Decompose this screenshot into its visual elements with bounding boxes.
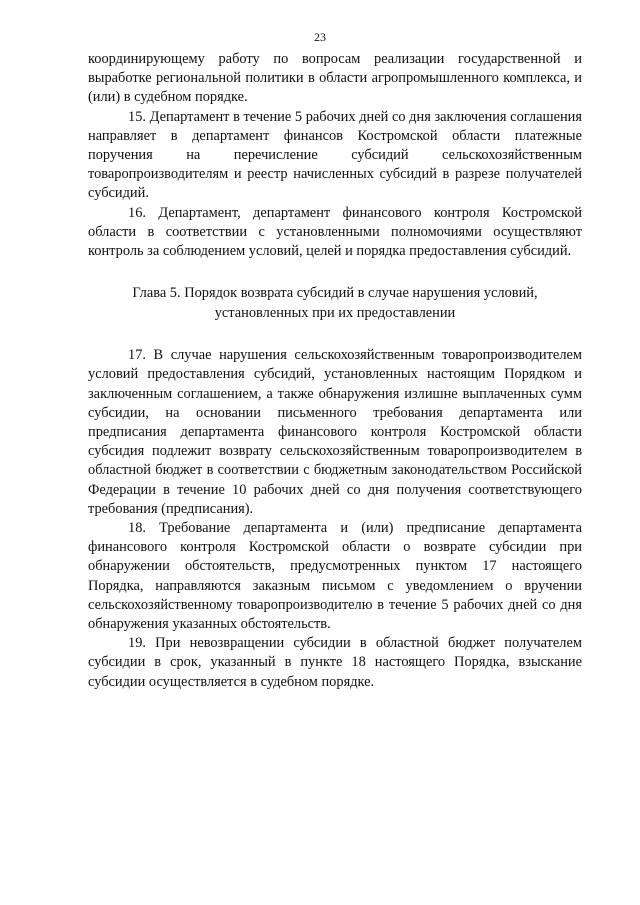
paragraph-16: 16. Департамент, департамент финансового контроля Костромской области в соответствии с установленными полномочиями осуществляют контроль за соблюдением условий, целей и порядка предоставления субсидий.: [88, 204, 582, 260]
chapter-title: [88, 283, 582, 323]
paragraph-18: 18. Требование департамента и (или) предписание департамента финансового контроля Костромской области о возврате субсидии при обнаружении обстоятельств, предусмотренных пунктом 17 настоящего Порядка, направляются заказным письмом с уведомлением о вручении сельскохозяйственному товаропроизводителю в течение 5 рабочих дней со дня обнаружения указанных обстоятельств.: [88, 520, 582, 633]
paragraph-17: 17. В случае нарушения сельскохозяйственным товаропроизводителем условий предоставления субсидий, установленных настоящим Порядком и заключенным соглашением, а также обнаружения излишне выплаченных сумм субсидии, на основании письменного требования департамента или предписания департамента финансового контроля Костромской области субсидия подлежит возврату сельскохозяйственным товаропроизводителем в областной бюджет в соответствии с бюджетным законодательством Российской Федерации в течение 10 рабочих дней со дня получения соответствующего требования (предписания).: [88, 347, 582, 517]
paragraph-continuation: координирующему работу по вопросам реализации государственной и выработке региональной политики в области агропромышленного комплекса, и (или) в судебном порядке.: [88, 51, 582, 106]
chapter-title-line-1: Глава 5. Порядок возврата субсидий в случае нарушения условий,: [132, 285, 538, 302]
document-body: [88, 50, 582, 692]
chapter-title-line-2: установленных при их предоставлении: [214, 305, 456, 322]
page-number: 23: [314, 30, 326, 44]
paragraph-19: 19. При невозвращении субсидии в областной бюджет получателем субсидии в срок, указанный в пункте 18 настоящего Порядка, взыскание субсидии осуществляется в судебном порядке.: [88, 635, 582, 690]
paragraph-15: 15. Департамент в течение 5 рабочих дней со дня заключения соглашения направляет в департамент финансов Костромской области платежные поручения на перечисление субсидий сельскохозяйственным товаропроизводителям и реестр начисленных субсидий в разрезе получателей субсидий.: [88, 108, 582, 202]
